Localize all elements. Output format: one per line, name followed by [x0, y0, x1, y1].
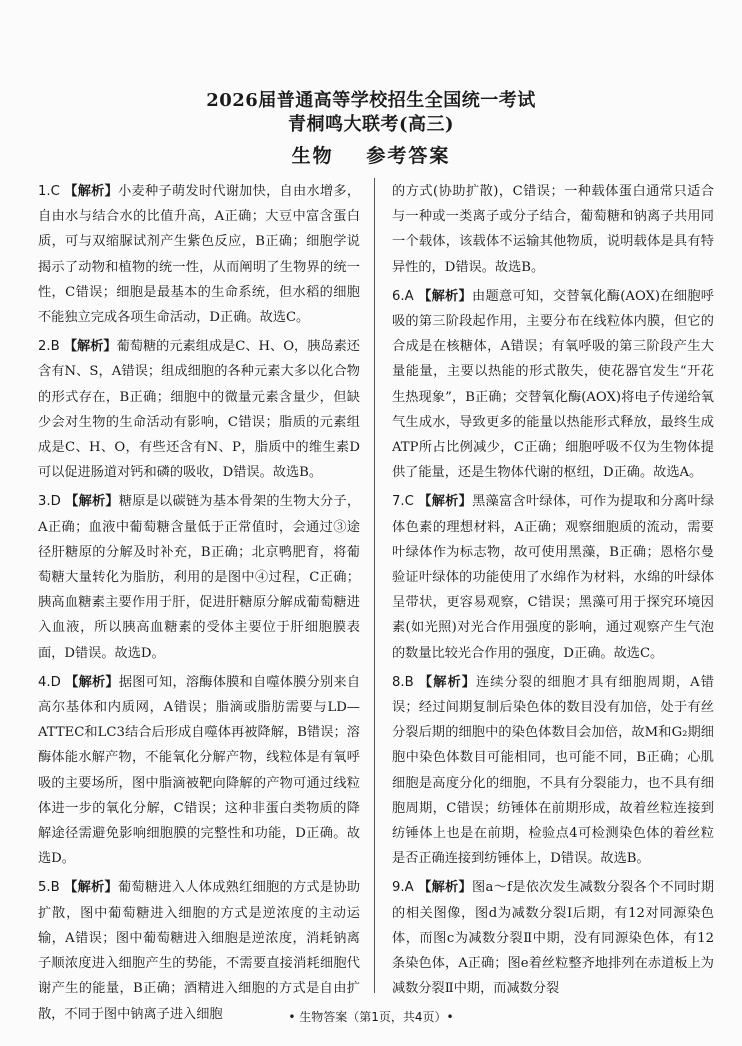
answer-number: 2.B [38, 339, 60, 355]
column-divider [374, 178, 375, 993]
answer-text: 小麦种子萌发时代谢加快，自由水增多，自由水与结合水的比值升高，A正确；大豆中富含蛋白质，可与双缩脲试剂产生紫色反应，B正确；细胞学说揭示了动物和植物的统一性，从而阐明了生物界的统一性，C错误；细胞是最基本的生命系统，但水稻的细胞不能独立完成各项生命活动，D正确。故选C。 [38, 184, 361, 326]
subject-name: 生物 [291, 145, 334, 167]
document-type: 参考答案 [366, 145, 451, 167]
answer-item [392, 875, 714, 1001]
answer-text: 据图可知，溶酶体膜和自噬体膜分别来自高尔基体和内质网，A错误；脂滴或脂肪需要与LD—ATTEC和LC3结合后形成自噬体再被降解，B错误；溶酶体能水解产物，不能氧化分解产物，线粒体是有氧呼吸的主要场所，图中脂滴被靶向降解的产物可通过线粒体进一步的氧化分解，C错误；这种非蛋白类物质的降解途径需避免影响细胞膜的完整性和功能，D正确。故选D。 [38, 674, 361, 867]
answer-number: 4.D [38, 674, 61, 690]
answer-text: 的方式(协助扩散)，C错误；一种载体蛋白通常只适合与一种或一类离子或分子结合，葡萄糖和钠离子共用同一个载体，该载体不运输其他物质，说明载体是具有特异性的，D错误。故选B。 [392, 184, 714, 275]
analysis-tag: 【解析】 [418, 494, 473, 510]
analysis-tag: 【解析】 [64, 880, 118, 896]
exam-title: 2026届普通高等学校招生全国统一考试 [206, 90, 536, 111]
answer-number: 8.B [392, 674, 414, 690]
answer-text: 葡萄糖的元素组成是C、H、O，胰岛素还含有N、S，A错误；组成细胞的各种元素大多以化合物的形式存在，B正确；细胞中的微量元素含量少，但缺少会对生物的生命活动有影响，C错误；脂质的元素组成是C、H、O，有些还含有N、P，脂质中的维生素D可以促进肠道对钙和磷的吸收，D错误。故选B。 [38, 339, 360, 481]
answer-text: 图a～f是依次发生减数分裂各个不同时期的相关图像，图d为减数分裂Ⅰ后期，有12对同源染色体，而图c为减数分裂Ⅱ中期，没有同源染色体，有12条染色体，A正确；图e着丝粒整齐地排列在赤道板上为减数分裂Ⅱ中期，而减数分裂 [392, 880, 715, 997]
answer-item [38, 334, 360, 485]
right-column [392, 179, 714, 1006]
answer-text: 葡萄糖进入人体成熟红细胞的方式是协助扩散，图中葡萄糖进入细胞的方式是逆浓度的主动运输，A错误；图中葡萄糖进入细胞是逆浓度，消耗钠离子顺浓度进入细胞产生的势能，不需要直接消耗细胞代谢产生的能量，B正确；酒精进入细胞的方式是自由扩散，不同于图中钠离子进入细胞 [38, 880, 361, 1022]
answer-number: 9.A [392, 880, 414, 896]
answer-number: 1.C [38, 184, 60, 199]
answer-item [392, 670, 714, 872]
page-footer: • 生物答案（第1页，共4页）• [288, 1010, 454, 1024]
answer-item [38, 179, 360, 330]
analysis-tag: 【解析】 [64, 184, 119, 199]
answer-text: 糖原是以碳链为基本骨架的生物大分子，A正确；血液中葡萄糖含量低于正常值时，会通过③途径肝糖原的分解及时补充，B正确；北京鸭肥育，将葡萄糖大量转化为脂肪，利用的是图中④过程，C正确；胰高血糖素主要作用于肝，促进肝糖原分解成葡萄糖进入血液，所以胰高血糖素的受体主要位于肝细胞膜表面，D错误。故选D。 [38, 494, 361, 661]
answer-text: 黑藻富含叶绿体，可作为提取和分离叶绿体色素的理想材料，A正确；观察细胞质的流动，需要叶绿体作为标志物，故可使用黑藻，B正确；恩格尔曼验证叶绿体的功能使用了水绵作为材料，水绵的叶绿体呈带状，更容易观察，C错误；黑藻可用于探究环境因素(如光照)对光合作用强度的影响，通过观察产生气泡的数量比较光合作用的强度，D正确。故选C。 [392, 494, 715, 661]
answer-item [38, 875, 360, 1026]
answer-item [38, 670, 360, 872]
left-column [38, 179, 360, 1031]
exam-subtitle: 青桐鸣大联考(高三) [287, 114, 455, 135]
analysis-tag: 【解析】 [63, 339, 117, 355]
analysis-tag: 【解析】 [418, 674, 477, 690]
answer-number: 7.C [392, 494, 414, 510]
answer-number: 6.A [392, 288, 414, 304]
answer-number: 5.B [38, 880, 60, 896]
answer-item [38, 489, 360, 665]
answer-number: 3.D [38, 494, 61, 510]
analysis-tag: 【解析】 [418, 288, 473, 304]
answer-item [392, 284, 714, 486]
answer-text: 连续分裂的细胞才具有细胞周期，A错误；经过间期复制后染色体的数目没有加倍，处于有丝分裂后期的细胞中的染色体数目会加倍，故M和G₂期细胞中染色体数目可能相同，也可能不同，B正确；心肌细胞是高度分化的细胞，不具有分裂能力，也不具有细胞周期，C错误；纺锤体在前期形成，故着丝粒连接到纺锤体上也是在前期，检验点4可检测染色体的着丝粒是否正确连接到纺锤体上，D错误。故选B。 [392, 674, 714, 867]
analysis-tag: 【解析】 [65, 674, 119, 690]
subject-heading [0, 141, 742, 168]
analysis-tag: 【解析】 [418, 880, 472, 896]
answer-item-continued [392, 179, 714, 280]
analysis-tag: 【解析】 [65, 494, 119, 510]
answer-text: 由题意可知，交替氧化酶(AOX)在细胞呼吸的第三阶段起作用，主要分布在线粒体内膜，但它的合成是在核糖体，A错误；有氧呼吸的第三阶段产生大量能量，主要以热能的形式散失，使花器官发生“开花生热现象”，B正确；交替氧化酶(AOX)将电子传递给氧气生成水，导致更多的能量以热能形式释放，最终生成ATP所占比例减少，C正确；细胞呼吸不仅为生物体提供了能量，还是生物体代谢的枢纽，D正确。故选A。 [392, 288, 714, 481]
answer-item [392, 489, 714, 665]
